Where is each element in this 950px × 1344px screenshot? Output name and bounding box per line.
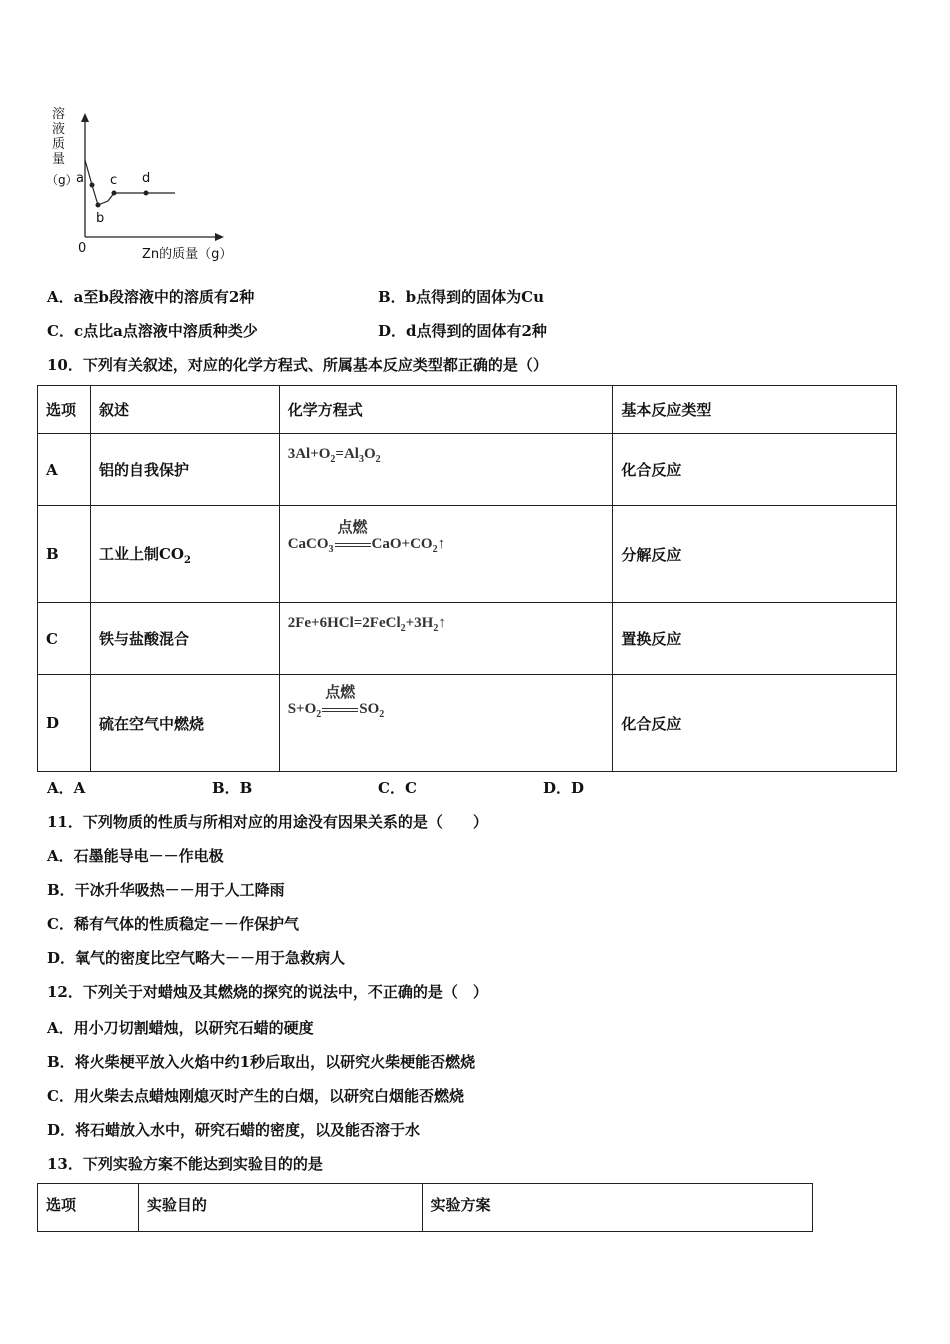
q10-answer-c: C．C bbox=[378, 779, 417, 797]
q9-option-c: C．c点比a点溶液中溶质种类少 bbox=[47, 322, 258, 340]
q10-row-c bbox=[38, 603, 897, 675]
q11-stem: 11．下列物质的性质与所相对应的用途没有因果关系的是（ ） bbox=[47, 813, 488, 831]
zn-mass-graph bbox=[40, 105, 250, 265]
q10-header-type: 基本反应类型 bbox=[613, 386, 897, 434]
point-c bbox=[112, 191, 117, 196]
q10-answer-b: B．B bbox=[212, 779, 253, 797]
q10-header-desc: 叙述 bbox=[90, 386, 279, 434]
q11-option-d: D．氧气的密度比空气略大－－用于急救病人 bbox=[47, 949, 346, 967]
condition-ignite-d: 点燃 bbox=[322, 701, 358, 718]
q10-row-c-opt: C bbox=[38, 603, 91, 675]
q10-row-d-opt: D bbox=[38, 675, 91, 772]
q13-table bbox=[37, 1183, 813, 1232]
q11-option-c: C．稀有气体的性质稳定－－作保护气 bbox=[47, 915, 299, 933]
q10-header-option: 选项 bbox=[38, 386, 91, 434]
q10-row-c-equation: $2Fe+6HCl=2FeCl_2+3H_2↑$ bbox=[279, 603, 613, 675]
q10-row-a bbox=[38, 434, 897, 506]
q10-table bbox=[37, 385, 897, 772]
q10-row-b-equation: CaCO$_3$ 点燃 $CaO+CO_2↑$ bbox=[279, 506, 613, 603]
point-d bbox=[144, 191, 149, 196]
y-axis-label: 溶 液 质 量 bbox=[52, 107, 66, 167]
q13-stem: 13．下列实验方案不能达到实验目的的是 bbox=[47, 1155, 323, 1173]
q10-answer-d: D．D bbox=[543, 779, 585, 797]
q12-stem: 12．下列关于对蜡烛及其燃烧的探究的说法中，不正确的是（ ） bbox=[47, 983, 488, 1001]
q10-stem: 10．下列有关叙述，对应的化学方程式、所属基本反应类型都正确的是（） bbox=[47, 356, 548, 374]
q10-header-row bbox=[38, 386, 897, 434]
q13-header-option: 选项 bbox=[38, 1184, 139, 1232]
q10-row-d-type: 化合反应 bbox=[613, 675, 897, 772]
q10-row-c-desc: 铁与盐酸混合 bbox=[90, 603, 279, 675]
q10-row-a-desc: 铝的自我保护 bbox=[90, 434, 279, 506]
q11-option-b: B．干冰升华吸热－－用于人工降雨 bbox=[47, 881, 285, 899]
point-b bbox=[96, 203, 101, 208]
q13-header-goal: 实验目的 bbox=[138, 1184, 422, 1232]
q13-header-row bbox=[38, 1184, 813, 1232]
q10-row-d-equation: $S+O_2$ 点燃 $SO_2$ bbox=[279, 675, 613, 772]
q10-row-d bbox=[38, 675, 897, 772]
label-d: d bbox=[142, 171, 151, 186]
x-axis-label: Zn的质量（g） bbox=[142, 247, 233, 262]
q9-option-d: D．d点得到的固体有2种 bbox=[378, 322, 547, 340]
q12-option-a: A．用小刀切割蜡烛，以研究石蜡的硬度 bbox=[47, 1019, 314, 1037]
q10-row-d-desc: 硫在空气中燃烧 bbox=[90, 675, 279, 772]
q13-header-plan: 实验方案 bbox=[422, 1184, 812, 1232]
q10-row-b bbox=[38, 506, 897, 603]
origin-label: 0 bbox=[78, 241, 87, 256]
point-a bbox=[90, 183, 95, 188]
y-axis-unit: （g） bbox=[46, 173, 78, 187]
q12-option-c: C．用火柴去点蜡烛刚熄灭时产生的白烟，以研究白烟能否燃烧 bbox=[47, 1087, 464, 1105]
q10-header-equation: 化学方程式 bbox=[279, 386, 613, 434]
q10-row-a-type: 化合反应 bbox=[613, 434, 897, 506]
label-a: a bbox=[76, 171, 84, 186]
q12-option-d: D．将石蜡放入水中，研究石蜡的密度，以及能否溶于水 bbox=[47, 1121, 421, 1139]
label-b: b bbox=[96, 211, 105, 226]
q9-option-a: A．a至b段溶液中的溶质有2种 bbox=[47, 288, 255, 306]
q10-row-b-opt: B bbox=[38, 506, 91, 603]
q10-row-a-opt: A bbox=[38, 434, 91, 506]
q10-answer-a: A．A bbox=[47, 779, 86, 797]
q10-row-c-type: 置换反应 bbox=[613, 603, 897, 675]
q10-row-a-equation: $3Al+O_2=Al_3O_2$ bbox=[279, 434, 613, 506]
condition-ignite-b: 点燃 bbox=[335, 536, 371, 553]
q12-option-b: B．将火柴梗平放入火焰中约1秒后取出，以研究火柴梗能否燃烧 bbox=[47, 1053, 476, 1071]
q9-option-b: B．b点得到的固体为Cu bbox=[378, 288, 545, 306]
q10-row-b-desc: 工业上制$CO_2$ bbox=[90, 506, 279, 603]
q10-row-b-type: 分解反应 bbox=[613, 506, 897, 603]
label-c: c bbox=[110, 173, 118, 188]
q11-option-a: A．石墨能导电－－作电极 bbox=[47, 847, 224, 865]
